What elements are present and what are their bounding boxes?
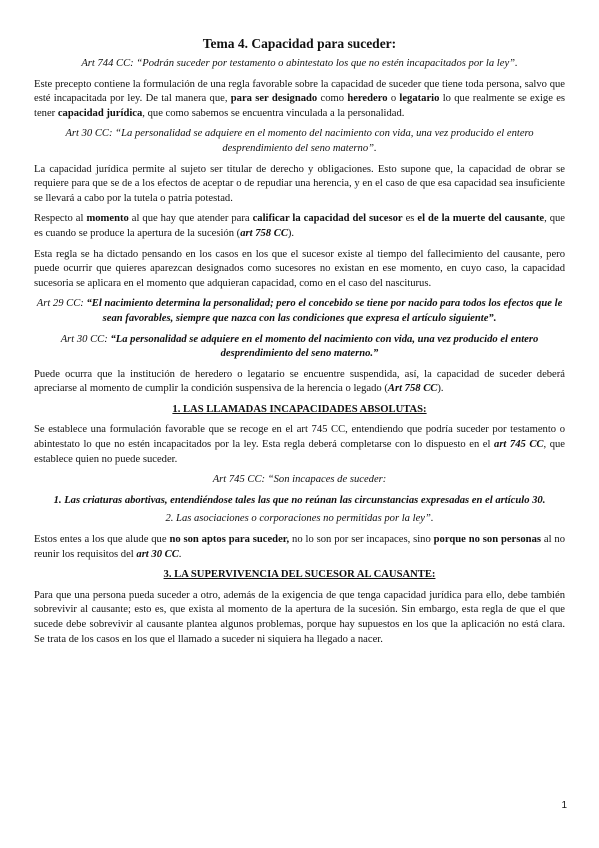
text: . — [178, 548, 182, 560]
list-item: 1. Las criaturas abortivas, entendiéndose tales las que no reúnan las circunstancias expresadas en el artículo 30. — [53, 494, 546, 506]
emphasis: heredero — [347, 93, 388, 105]
paragraph-3 — [34, 212, 565, 241]
page-number: 1 — [561, 800, 567, 811]
emphasis: para ser designado — [230, 93, 318, 105]
text: Estos entes a los que alude que — [34, 534, 170, 546]
emphasis: “El nacimiento determina la personalidad; pero el concebido se tiene por nacido para todos los efectos que le sean favorables, siempre que nazca con las condiciones que expresa el artículo siguiente”. — [86, 298, 563, 324]
emphasis: el de la muerte del causante — [417, 213, 545, 225]
quote-art-30: Art 30 CC: “La personalidad se adquiere en el momento del nacimiento con vida, una vez producido el entero desprendimiento del seno materno”. — [65, 128, 534, 154]
paragraph-7 — [34, 533, 565, 562]
text: Art 29 CC: — [36, 298, 87, 310]
text: Se establece una formulación favorable que se recoge en el art 745 CC, entendiendo que podría suceder por testamento o abintestato lo que no estén incapacitados por la ley. Esta regla deberá completarse con lo dispuesto en el — [34, 424, 565, 451]
emphasis: Art 758 CC — [387, 383, 438, 395]
text: Art 30 CC: — [60, 333, 111, 345]
emphasis: art 758 CC — [240, 227, 288, 239]
paragraph-6 — [34, 423, 565, 467]
text: o — [387, 93, 400, 105]
quote-art-30-bold — [34, 333, 565, 362]
paragraph-1 — [34, 78, 565, 122]
emphasis: art 30 CC — [136, 548, 179, 560]
text: ). — [287, 227, 295, 239]
emphasis: calificar la capacidad del sucesor — [252, 213, 403, 225]
emphasis: legatario — [399, 93, 440, 105]
quote-art-745: Art 745 CC: “Son incapaces de suceder: — [212, 474, 387, 486]
text: Respecto al — [34, 213, 87, 225]
text: , que es cuando se produce la apertura de la sucesión ( — [34, 213, 565, 239]
text: ). — [437, 383, 444, 395]
section-heading-1: 1. LAS LLAMADAS INCAPACIDADES ABSOLUTAS: — [172, 403, 427, 415]
paragraph-4: Esta regla se ha dictado pensando en los casos en los que el sucesor existe al tiempo del fallecimiento del causante, pero puede ocurrir que quieres aparezcan designados como sucesores no existan en ese momento, en cuyo caso, la capacidad sucesoria se aplicara en el momento que adquieran capacidad, como en el caso del nasciturus. — [34, 248, 565, 289]
quote-art-29 — [34, 297, 565, 326]
incapacity-list — [34, 494, 565, 527]
text: , que como sabemos se encuentra vinculada a la personalidad. — [142, 107, 405, 119]
emphasis: porque no son personas — [433, 534, 541, 546]
quote-art-744: Art 744 CC: “Podrán suceder por testamento o abintestato los que no estén incapacitados por la ley”. — [81, 58, 518, 69]
paragraph-5 — [34, 368, 565, 397]
paragraph-8: Para que una persona pueda suceder a otro, además de la exigencia de que tenga capacidad jurídica para ello, debe también sobrevivir al causante; esto es, que exista al momento de la apertura de la sucesión. Sin embargo, esta regla de que el que sucede debe sobrevivir al causante plantea algunos problemas, porque hay supuestos en los que la aplicación no está clara. Se trata de los casos en los que el llamado a suceder ni siquiera ha llegado a nacer. — [34, 589, 565, 645]
paragraph-2: La capacidad jurídica permite al sujeto ser titular de derecho y obligaciones. Esto supone que, la capacidad de obrar se requiere para que se de a los efectos de aceptar o de repudiar una herencia, y en el caso de que esa capacidad sea insuficiente se llevará a cabo por la tutela o patria potestad. — [34, 163, 565, 204]
text: Puede ocurra que la institución de heredero o legatario se encuentre suspendida, así, la capacidad de suceder deberá apreciarse al momento de cumplir la condición suspensiva de la herencia o legado ( — [34, 368, 565, 395]
section-heading-3: 3. LA SUPERVIVENCIA DEL SUCESOR AL CAUSANTE: — [163, 569, 436, 581]
text: Este precepto contiene la formulación de una regla favorable sobre la capacidad de suceder que tiene toda persona, salvo que esté incapacitada por ley. De tal manera que, — [34, 78, 565, 105]
emphasis: no son aptos para suceder, — [169, 534, 290, 546]
list-item: 2. Las asociaciones o corporaciones no permitidas por la ley”. — [165, 513, 434, 525]
page-title: Tema 4. Capacidad para suceder: — [202, 36, 397, 51]
text: es — [402, 213, 418, 225]
text: como — [317, 93, 348, 105]
text: , que establece quien no puede suceder. — [34, 439, 565, 465]
emphasis: capacidad jurídica — [57, 107, 143, 119]
emphasis: “La personalidad se adquiere en el momento del nacimiento con vida, una vez producido el entero desprendimiento del seno materno.” — [110, 333, 539, 360]
text: al que hay que atender para — [128, 213, 253, 225]
emphasis: momento — [86, 213, 129, 225]
text: lo que realmente se exige es tener — [34, 93, 566, 119]
text: no lo son por ser incapaces, sino — [289, 534, 434, 546]
text: al no reunir los requisitos del — [34, 534, 565, 560]
emphasis: art 745 CC — [494, 439, 544, 451]
